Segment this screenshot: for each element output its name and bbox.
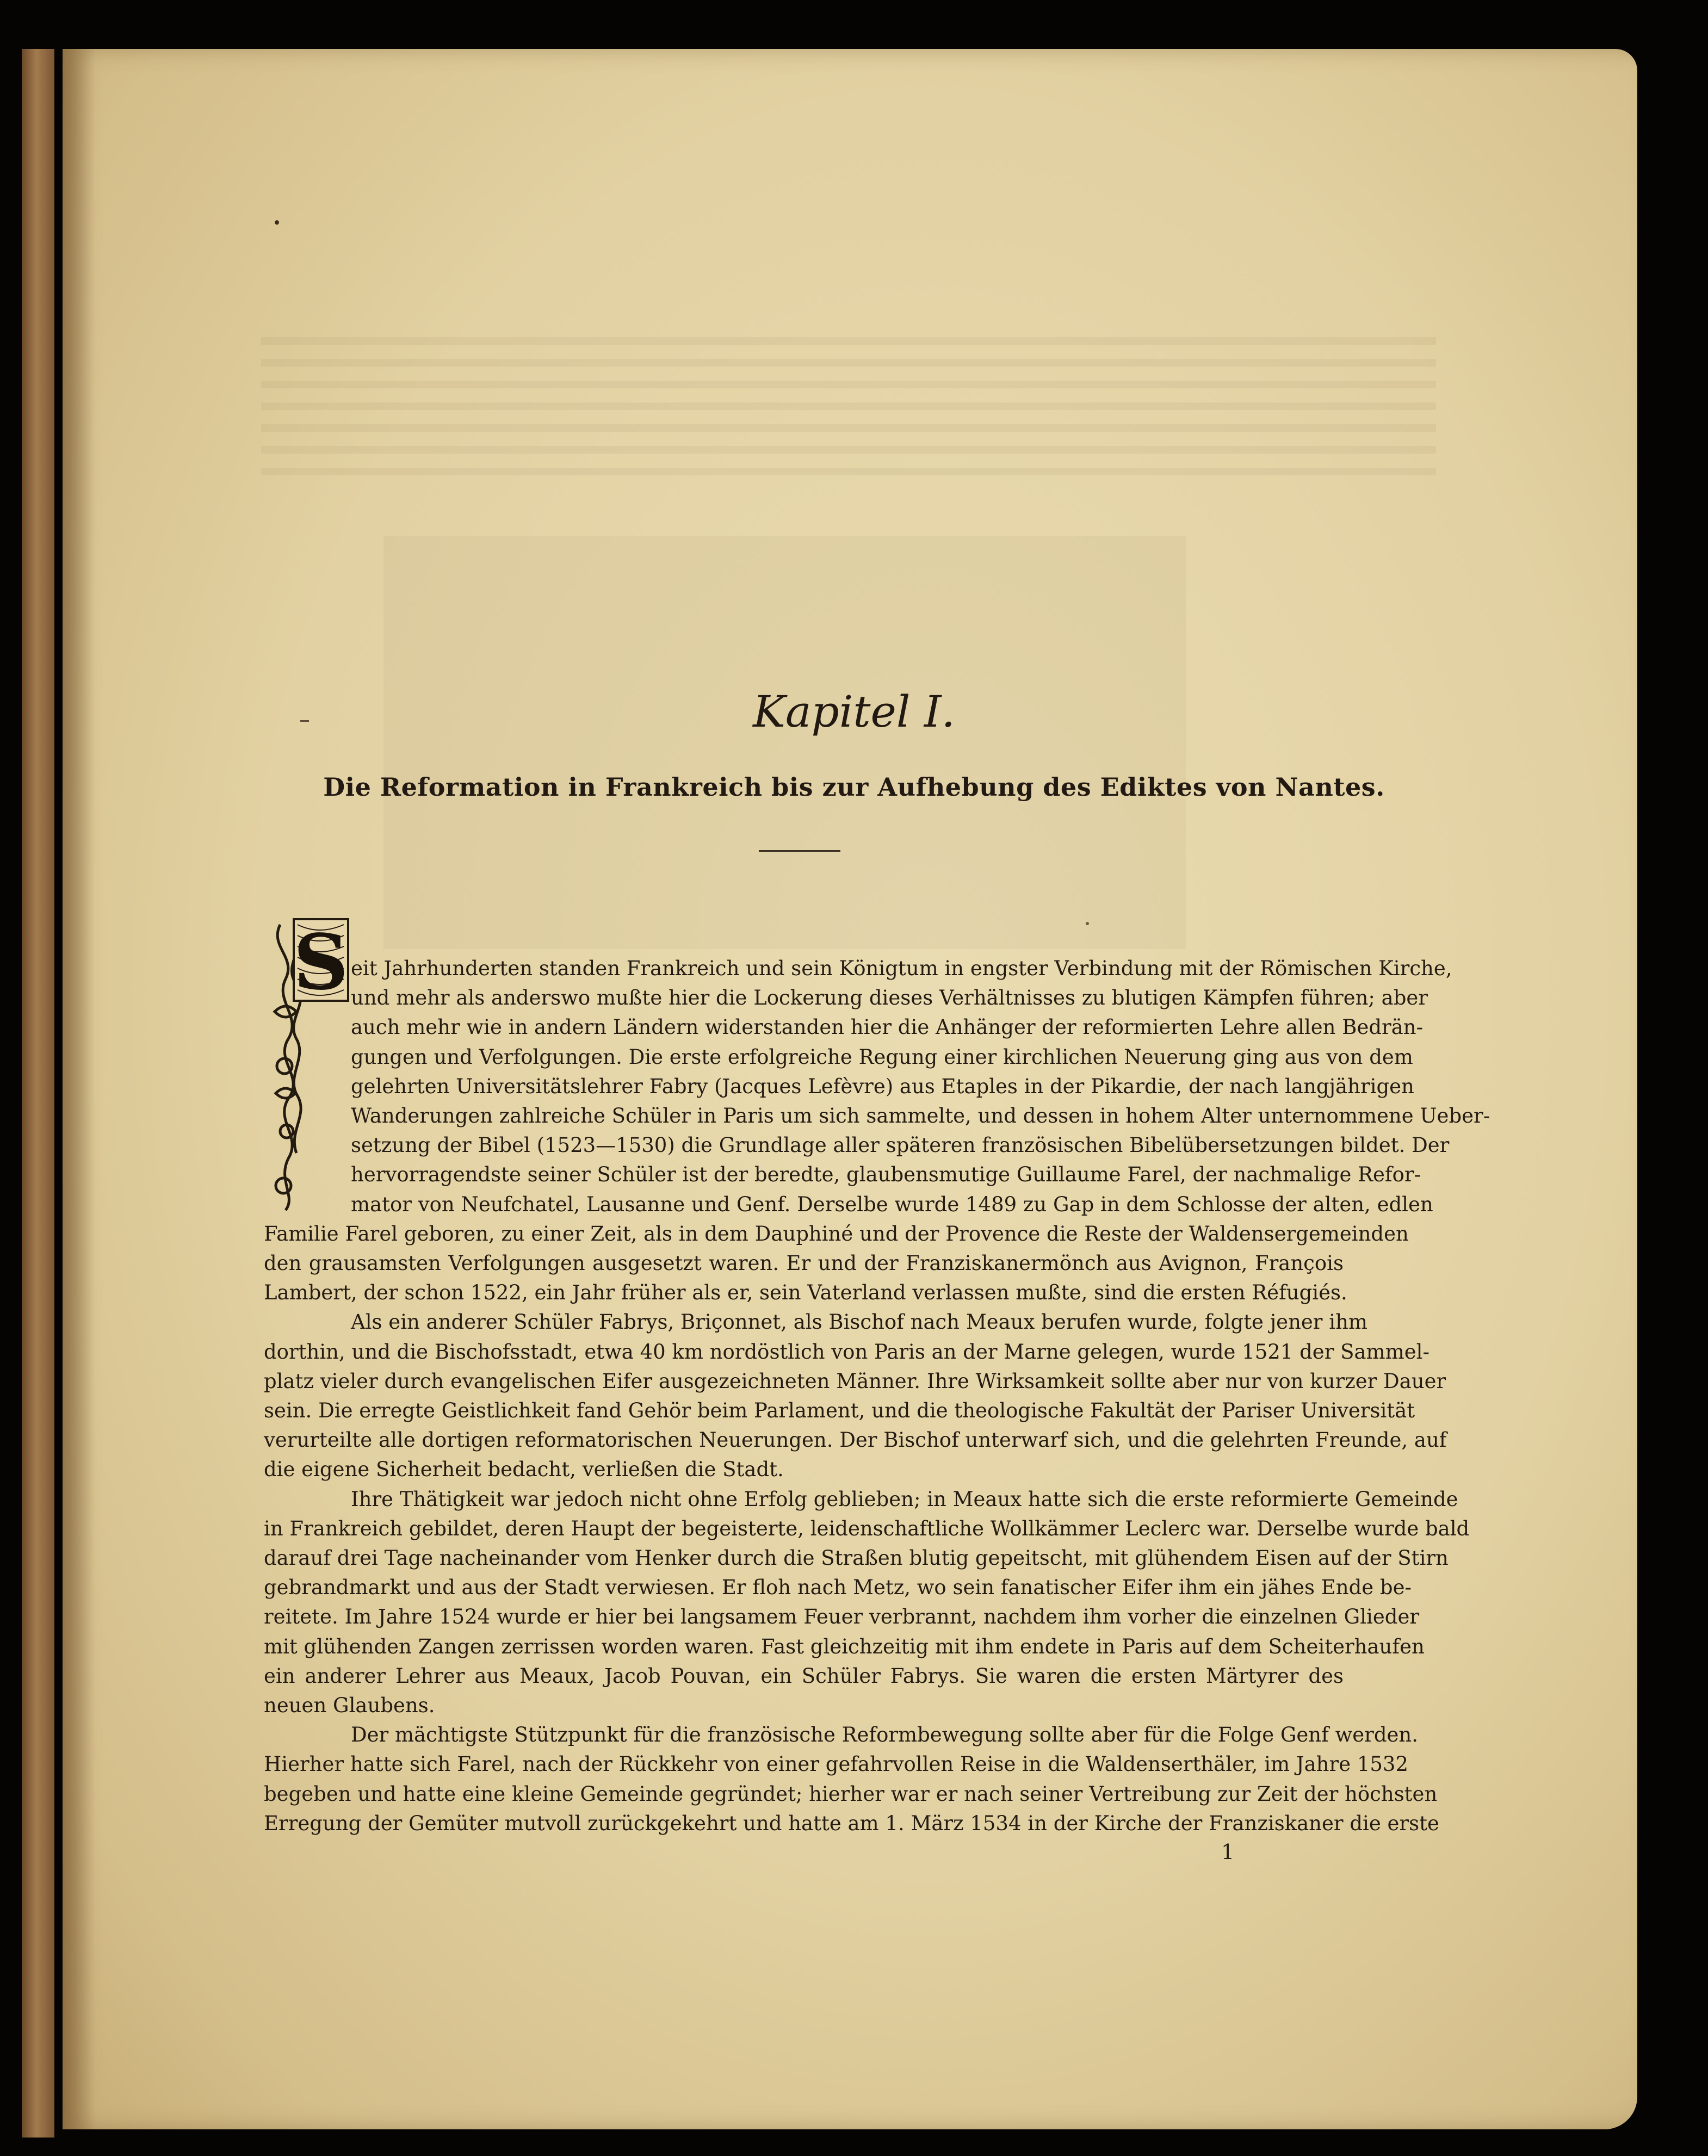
show-through-line	[261, 468, 1436, 475]
show-through-line	[261, 446, 1436, 454]
show-through-line	[261, 359, 1436, 367]
text-line: Der mächtigste Stützpunkt für die französische Reformbewegung sollte aber für die Folge Genf werden.	[351, 1723, 1419, 1747]
page-number: 1	[1221, 1840, 1235, 1864]
paper-speck	[275, 220, 279, 225]
gutter-shadow	[63, 49, 95, 2129]
text-line: gungen und Verfolgungen. Die erste erfolgreiche Regung einer kirchlichen Neuerung ging aus von dem	[351, 1045, 1413, 1069]
show-through-line	[261, 402, 1436, 410]
text-line: den grausamsten Verfolgungen ausgesetzt waren. Er und der Franziskanermönch aus Avignon, François	[264, 1252, 1344, 1275]
text-line: und mehr als anderswo mußte hier die Lockerung dieses Verhältnisses zu blutigen Kämpfen führen; aber	[351, 986, 1428, 1010]
title-divider-rule	[759, 850, 840, 852]
text-line: Wanderungen zahlreiche Schüler in Paris um sich sammelte, und dessen in hohem Alter unternommene Ueber-	[351, 1104, 1490, 1127]
drop-cap-ornament-icon	[264, 914, 351, 1216]
text-line: Lambert, der schon 1522, ein Jahr früher als er, sein Vaterland verlassen mußte, sind die ersten Réfugiés.	[264, 1281, 1347, 1305]
text-line: dorthin, und die Bischofsstadt, etwa 40 km nordöstlich von Paris an der Marne gelegen, wurde 1521 der Sammel-	[264, 1340, 1429, 1364]
text-line: die eigene Sicherheit bedacht, verließen die Stadt.	[264, 1458, 784, 1482]
text-line: gebrandmarkt und aus der Stadt verwiesen. Er floh nach Metz, wo sein fanatischer Eifer ihm ein jähes Ende be-	[264, 1576, 1412, 1600]
text-line: reitete. Im Jahre 1524 wurde er hier bei langsamem Feuer verbrannt, nachdem ihm vorher die einzelnen Glieder	[264, 1605, 1420, 1629]
text-line: eit Jahrhunderten standen Frankreich und sein Königtum in engster Verbindung mit der Römischen Kirche,	[351, 957, 1452, 980]
text-line: Ihre Thätigkeit war jedoch nicht ohne Erfolg geblieben; in Meaux hatte sich die erste reformierte Gemeinde	[351, 1487, 1458, 1511]
text-line: Familie Farel geboren, zu einer Zeit, als in dem Dauphiné und der Provence die Reste der Waldensergemeinden	[264, 1222, 1409, 1246]
text-line: Hierher hatte sich Farel, nach der Rückkehr von einer gefahrvollen Reise in die Waldenserthäler, im Jahre 1532	[264, 1752, 1409, 1776]
text-line: ein anderer Lehrer aus Meaux, Jacob Pouvan, ein Schüler Fabrys. Sie waren die ersten Märtyrer des	[264, 1664, 1344, 1688]
ornamental-drop-cap	[264, 914, 351, 1216]
paper-speck	[1086, 922, 1089, 925]
text-line: mit glühenden Zangen zerrissen worden waren. Fast gleichzeitig mit ihm endete in Paris auf dem Scheiterhaufen	[264, 1634, 1425, 1658]
text-line: hervorragendste seiner Schüler ist der beredte, glaubensmutige Guillaume Farel, der nachmalige Refor-	[351, 1163, 1421, 1187]
text-line: darauf drei Tage nacheinander vom Henker durch die Straßen blutig gepeitscht, mit glühendem Eisen auf der Stirn	[264, 1546, 1449, 1570]
text-line: setzung der Bibel (1523—1530) die Grundlage aller späteren französischen Bibelübersetzungen bildet. Der	[351, 1133, 1450, 1157]
text-line: platz vieler durch evangelischen Eifer ausgezeichneten Männer. Ihre Wirksamkeit sollte aber nur von kurzer Dauer	[264, 1369, 1446, 1393]
show-through-plate	[383, 536, 1186, 949]
text-line: gelehrten Universitätslehrer Fabry (Jacques Lefèvre) aus Etaples in der Pikardie, der nach langjährigen	[351, 1074, 1414, 1098]
text-line: auch mehr wie in andern Ländern widerstanden hier die Anhänger der reformierten Lehre allen Bedrän-	[351, 1015, 1424, 1039]
drop-cap-letter: S	[293, 918, 349, 1007]
text-line: verurteilte alle dortigen reformatorischen Neuerungen. Der Bischof unterwarf sich, und die gelehrten Freunde, auf	[264, 1428, 1447, 1452]
text-line: neuen Glaubens.	[264, 1694, 435, 1717]
text-line: Als ein anderer Schüler Fabrys, Briçonnet, als Bischof nach Meaux berufen wurde, folgte jener ihm	[351, 1310, 1368, 1334]
text-line: mator von Neufchatel, Lausanne und Genf. Derselbe wurde 1489 zu Gap in dem Schlosse der alten, edlen	[351, 1192, 1433, 1216]
text-line: in Frankreich gebildet, deren Haupt der begeisterte, leidenschaftliche Wollkämmer Leclerc war. Derselbe wurde bald	[264, 1516, 1470, 1540]
text-line: begeben und hatte eine kleine Gemeinde gegründet; hierher war er nach seiner Vertreibung zur Zeit der höchsten	[264, 1782, 1438, 1806]
show-through-line	[261, 381, 1436, 388]
chapter-subtitle: Die Reformation in Frankreich bis zur Aufhebung des Ediktes von Nantes.	[323, 772, 1385, 802]
book-cover-edge	[22, 49, 54, 2138]
text-line: sein. Die erregte Geistlichkeit fand Gehör beim Parlament, und die theologische Fakultät der Pariser Universität	[264, 1399, 1415, 1422]
show-through-line	[261, 337, 1436, 345]
text-line: Erregung der Gemüter mutvoll zurückgekehrt und hatte am 1. März 1534 in der Kirche der Franziskaner die erste	[264, 1811, 1439, 1835]
show-through-line	[261, 424, 1436, 432]
chapter-title: Kapitel I.	[753, 686, 955, 737]
